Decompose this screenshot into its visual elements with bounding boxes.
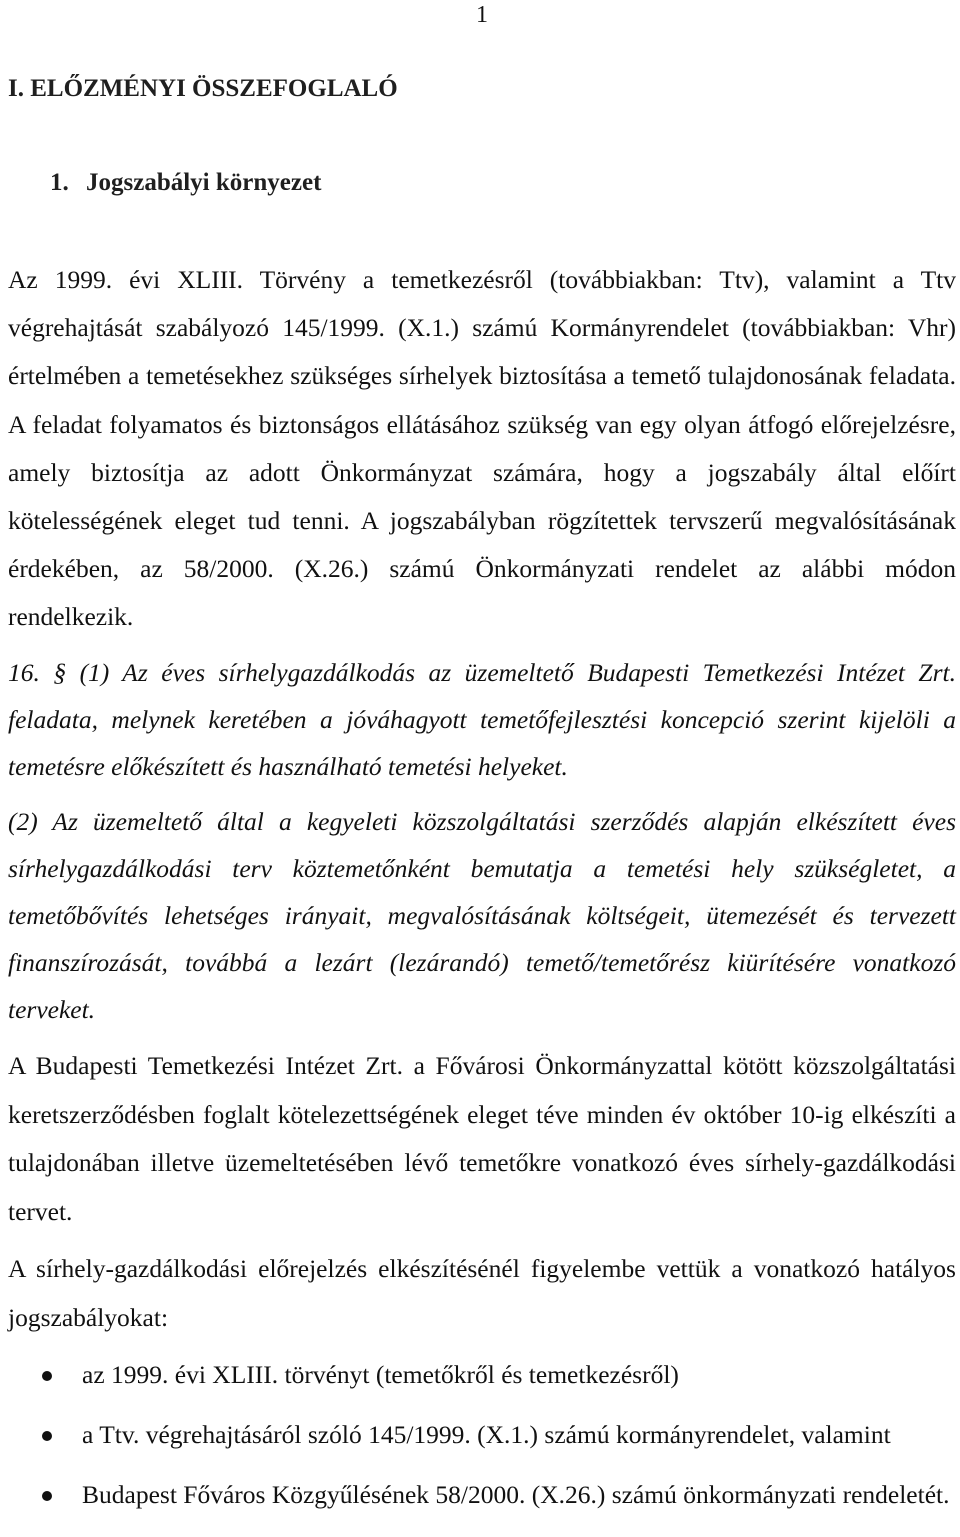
bullet-icon — [42, 1491, 52, 1501]
subsection-title: Jogszabályi környezet — [86, 169, 322, 196]
list-item-text: Budapest Főváros Közgyűlésének 58/2000. (X.26.) számú önkormányzati rendeletét. — [82, 1480, 950, 1509]
bullet-icon — [42, 1371, 52, 1381]
paragraph-bti-obligation: A Budapesti Temetkezési Intézet Zrt. a Fővárosi Önkormányzattal kötött közszolgáltatási keretszerződésben foglalt kötelezettségének eleget téve minden év október 10-ig elkészíti a tulajdonában illetve üzemeltetésében lévő temetőkre vonatkozó éves sírhely-gazdálkodási tervet. — [8, 1051, 956, 1226]
paragraph-quote-16-1: 16. § (1) Az éves sírhelygazdálkodás az üzemeltető Budapesti Temetkezési Intézet Zrt. feladata, melynek keretében a jóváhagyott temetőfejlesztési koncepció szerint kijelöli a temetésre előkészített és használható temetési helyeket. — [8, 658, 956, 781]
paragraph-quote-16-2: (2) Az üzemeltető által a kegyeleti közszolgáltatási szerződés alapján elkészített éves sírhelygazdálkodási terv köztemetőnként bemutatja a temetési hely szükségletet, a temetőbővítés lehetséges irányait, megvalósításának költségeit, ütemezését és tervezett finanszírozását, továbbá a lezárt (lezárandó) temető/temetőrész kiürítésére vonatkozó terveket. — [8, 807, 956, 1024]
list-item-text: a Ttv. végrehajtásáról szóló 145/1999. (X.1.) számú kormányrendelet, valamint — [82, 1420, 891, 1449]
paragraph-legal-background: Az 1999. évi XLIII. Törvény a temetkezésről (továbbiakban: Ttv), valamint a Ttv végrehajtását szabályozó 145/1999. (X.1.) számú Kormányrendelet (továbbiakban: Vhr) értelmében a temetésekhez szükséges sírhelyek biztosítása a temető tulajdonosának feladata. A feladat folyamatos és biztonságos ellátásához szükség van egy olyan átfogó előrejelzésre, amely biztosítja az adott Önkormányzat számára, hogy a jogszabály által előírt kötelességének eleget tud tenni. A jogszabályban rögzítettek tervszerű megvalósításának érdekében, az 58/2000. (X.26.) számú Önkormányzati rendelet az alábbi módon rendelkezik. — [8, 265, 956, 632]
list-item-text: az 1999. évi XLIII. törvényt (temetőkről és temetkezésről) — [82, 1360, 679, 1389]
paragraph-regulations-intro: A sírhely-gazdálkodási előrejelzés elkészítésénél figyelembe vettük a vonatkozó hatályos jogszabályokat: — [8, 1254, 956, 1332]
section-heading: I. ELŐZMÉNYI ÖSSZEFOGLALÓ — [8, 75, 398, 102]
subsection-number: 1. — [50, 169, 69, 196]
page-number: 1 — [476, 2, 488, 28]
bullet-icon — [42, 1431, 52, 1441]
subsection-heading — [50, 166, 321, 200]
